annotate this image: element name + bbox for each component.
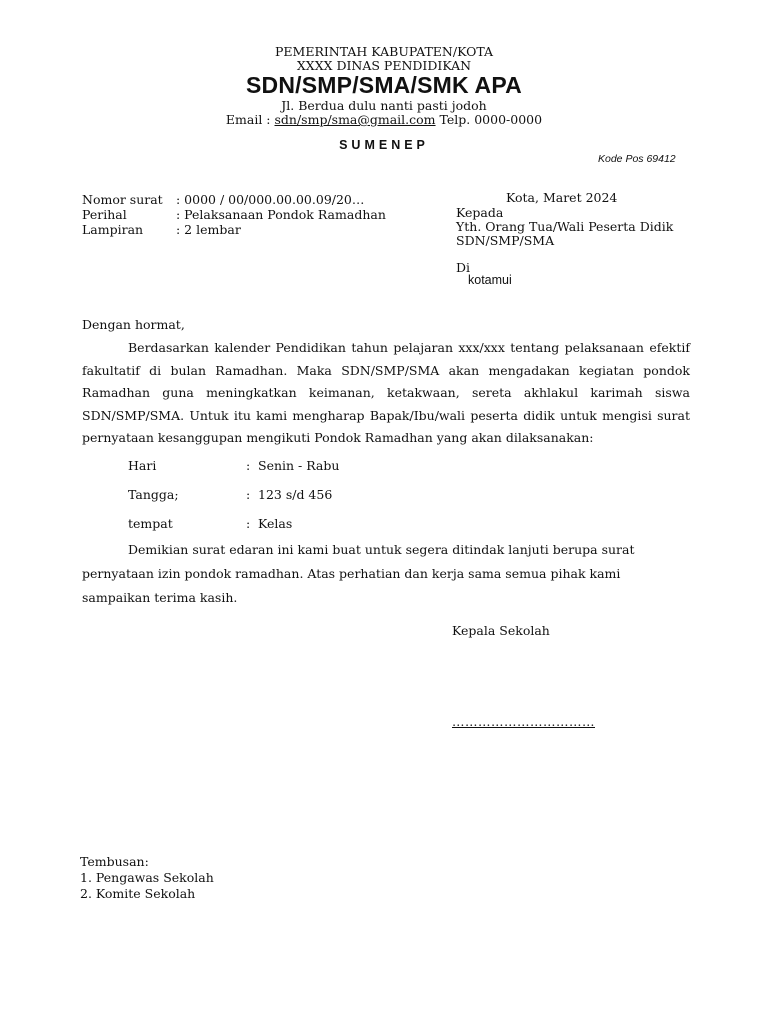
number-label: Nomor surat (82, 192, 163, 207)
body-paragraph-1: Berdasarkan kalender Pendidikan tahun pelajaran xxx/xxx tentang pelaksanaan efektif fakultatif di bulan Ramadhan. Maka SDN/SMP/SMA akan mengadakan kegiatan pondok Ramadhan guna meningkatkan keimanan, ketakwaan, sereta akhlakul karimah siswa SDN/SMP/SMA. Untuk itu kami mengharap Bapak/Ibu/wali peserta didik untuk mengisi surat pernyataan kesanggupan mengikuti Pondok Ramadhan yang akan dilaksanakan: (82, 340, 690, 445)
city-name: SUMENEP (339, 138, 429, 152)
schedule-row-place (128, 516, 428, 532)
school-address: Jl. Berdua dulu nanti pasti jodoh (281, 98, 487, 113)
school-name: SDN/SMP/SMA/SMK APA (246, 72, 522, 98)
meta-number-row (82, 192, 402, 207)
recipient-addressee: Yth. Orang Tua/Wali Peserta Didik (456, 219, 674, 234)
schedule-label: Tangga; (128, 487, 179, 502)
schedule-label: Hari (128, 458, 157, 473)
email-label: Email : (225, 112, 275, 127)
copies-label: Tembusan: (80, 854, 149, 869)
greeting: Dengan hormat, (82, 317, 185, 332)
recipient-at: Di (456, 260, 471, 275)
schedule-value: Kelas (258, 516, 293, 531)
email-link[interactable]: sdn/smp/sma@gmail.com (274, 112, 436, 127)
schedule-colon: : (246, 458, 251, 473)
letter-meta (82, 192, 402, 242)
body-paragraph-2: Demikian surat edaran ini kami buat untuk segera ditindak lanjuti berupa surat pernyataan izin pondok ramadhan. Atas perhatian dan kerja sama semua pihak kami sampaikan terima kasih. (82, 542, 635, 605)
schedule-value: 123 s/d 456 (258, 487, 333, 502)
copies-item: 1. Pengawas Sekolah (80, 870, 214, 885)
schedule-colon: : (246, 487, 251, 502)
subject-value: : Pelaksanaan Pondok Ramadhan (176, 207, 386, 222)
government-heading: PEMERINTAH KABUPATEN/KOTA (274, 44, 494, 59)
place-date: Kota, Maret 2024 (506, 190, 618, 205)
attachment-value: : 2 lembar (176, 222, 241, 237)
recipient-location: kotamui (468, 273, 512, 287)
postal-code: Kode Pos 69412 (598, 153, 676, 165)
schedule-row-day (128, 458, 428, 474)
schedule-colon: : (246, 516, 251, 531)
schedule-label: tempat (128, 516, 173, 531)
attachment-label: Lampiran (82, 222, 144, 237)
subject-label: Perihal (82, 207, 127, 222)
meta-subject-row (82, 207, 402, 222)
schedule-row-date (128, 487, 428, 503)
recipient-to: Kepada (456, 205, 504, 220)
meta-attachment-row (82, 222, 402, 237)
signatory-title: Kepala Sekolah (452, 623, 550, 638)
recipient-school: SDN/SMP/SMA (456, 233, 555, 248)
signature-line: …………………………… (452, 714, 595, 729)
contact-line (0, 112, 768, 127)
phone-number: Telp. 0000-0000 (435, 112, 543, 127)
copies-item: 2. Komite Sekolah (80, 886, 196, 901)
department-heading: XXXX DINAS PENDIDIKAN (296, 58, 472, 73)
schedule-value: Senin - Rabu (258, 458, 340, 473)
number-value: : 0000 / 00/000.00.00.09/20… (176, 192, 365, 207)
